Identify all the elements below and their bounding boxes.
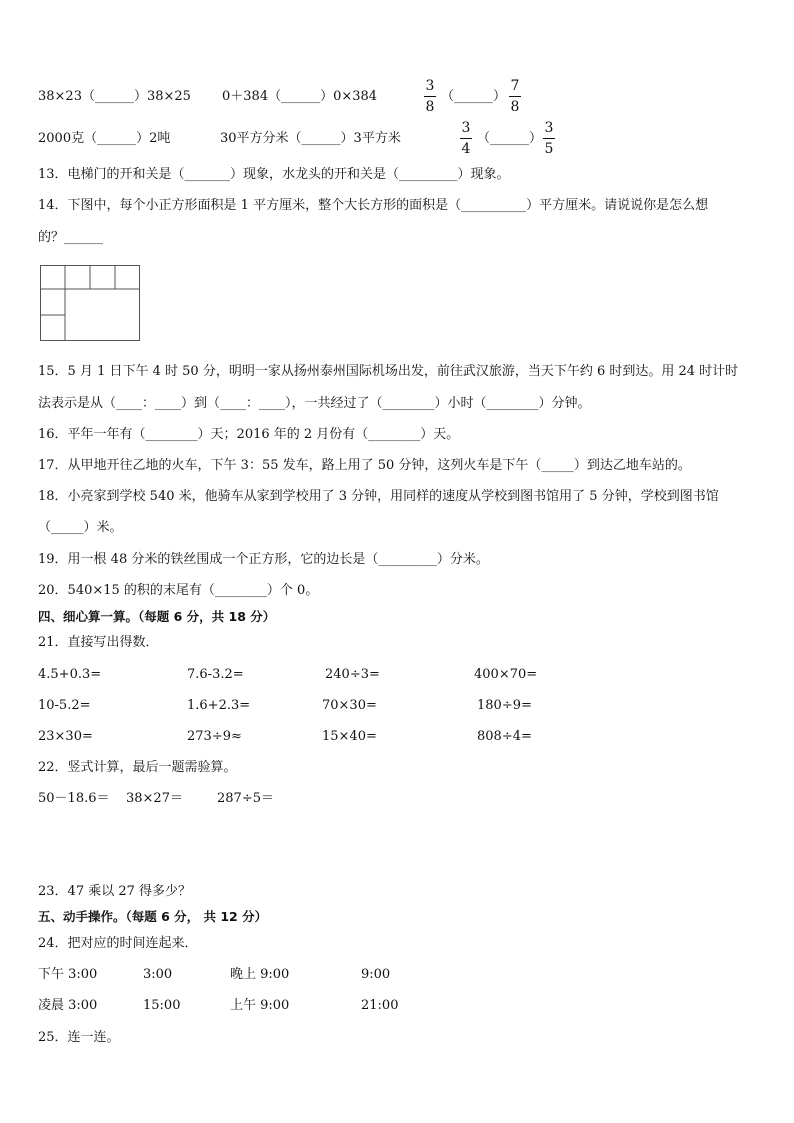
question-23: 23．47 乘以 27 得多少？ <box>38 884 192 899</box>
section-5-heading: 五、动手操作。（每题 6 分， 共 12 分） <box>38 909 268 924</box>
question-20: 20．540×15 的积的末尾有（________）个 0。 <box>38 583 319 598</box>
calc-cell: 1.6+2.3= <box>187 698 251 713</box>
question-25: 25．连一连。 <box>38 1030 120 1045</box>
question-14-line1: 14．下图中，每个小正方形面积是 1 平方厘米，整个大长方形的面积是（__________）平方厘米。请说说你是怎么想 <box>38 198 709 213</box>
compare-1c-blank: （______） <box>441 89 507 104</box>
calc-cell: 15×40= <box>322 729 377 744</box>
calc-cell: 808÷4= <box>477 729 532 744</box>
question-22-title: 22．竖式计算，最后一题需验算。 <box>38 760 237 775</box>
compare-2c-blank: （______） <box>477 131 543 146</box>
question-14-line2: 的？______ <box>38 230 104 245</box>
compare-2a: 2000克（______）2吨 <box>38 131 171 146</box>
question-19: 19．用一根 48 分米的铁丝围成一个正方形，它的边长是（_________）分米。 <box>38 552 489 567</box>
question-18-line1: 18．小亮家到学校 540 米，他骑车从家到学校用了 3 分钟，用同样的速度从学校到图书馆用了 5 分钟，学校到图书馆 <box>38 489 719 504</box>
vertical-calc-item: 287÷5＝ <box>217 791 274 806</box>
question-13: 13．电梯门的开和关是（_______）现象，水龙头的开和关是（_________）现象。 <box>38 167 510 182</box>
question-18-line2: （_____）米。 <box>38 520 123 535</box>
calc-cell: 10-5.2= <box>38 698 91 713</box>
fraction-7-8: 7 8 <box>510 78 520 115</box>
calc-cell: 23×30= <box>38 729 93 744</box>
fraction-3-5: 3 5 <box>544 120 554 157</box>
fraction-3-8: 3 8 <box>425 78 435 115</box>
calc-cell: 180÷9= <box>477 698 532 713</box>
calc-cell: 240÷3= <box>325 667 380 682</box>
time-item: 上午 9:00 <box>230 998 290 1013</box>
compare-2b: 30平方分米（______）3平方米 <box>220 131 401 146</box>
question-21-title: 21．直接写出得数． <box>38 635 159 650</box>
calc-cell: 273÷9≈ <box>187 729 242 744</box>
question-15-line1: 15．5 月 1 日下午 4 时 50 分，明明一家从扬州泰州国际机场出发，前往武汉旅游，当天下午约 6 时到达。用 24 时计时 <box>38 364 739 379</box>
vertical-calc-item: 50－18.6＝ <box>38 791 110 806</box>
time-item: 3:00 <box>143 967 173 982</box>
calc-cell: 400×70= <box>474 667 538 682</box>
time-item: 9:00 <box>361 967 391 982</box>
calc-cell: 4.5+0.3= <box>38 667 102 682</box>
time-item: 凌晨 3:00 <box>38 998 98 1013</box>
question-16: 16．平年一年有（________）天；2016 年的 2 月份有（________）天。 <box>38 427 460 442</box>
compare-1a: 38×23（______）38×25 <box>38 89 191 104</box>
time-item: 晚上 9:00 <box>230 967 290 982</box>
calc-cell: 70×30= <box>322 698 377 713</box>
question-24-title: 24．把对应的时间连起来． <box>38 936 198 951</box>
compare-1b: 0＋384（______）0×384 <box>222 89 378 104</box>
time-item: 21:00 <box>361 998 399 1013</box>
section-4-heading: 四、细心算一算。（每题 6 分，共 18 分） <box>38 609 276 624</box>
question-17: 17．从甲地开往乙地的火车，下午 3：55 发车，路上用了 50 分钟，这列火车是下午（_____）到达乙地车站的。 <box>38 458 691 473</box>
question-15-line2: 法表示是从（____：____）到（____：____），一共经过了（________）小时（________）分钟。 <box>38 396 591 411</box>
vertical-calc-item: 38×27＝ <box>126 791 183 806</box>
fraction-3-4: 3 4 <box>461 120 471 157</box>
rectangle-grid-figure <box>40 265 140 341</box>
calc-cell: 7.6-3.2= <box>187 667 244 682</box>
time-item: 下午 3:00 <box>38 967 98 982</box>
time-item: 15:00 <box>143 998 181 1013</box>
